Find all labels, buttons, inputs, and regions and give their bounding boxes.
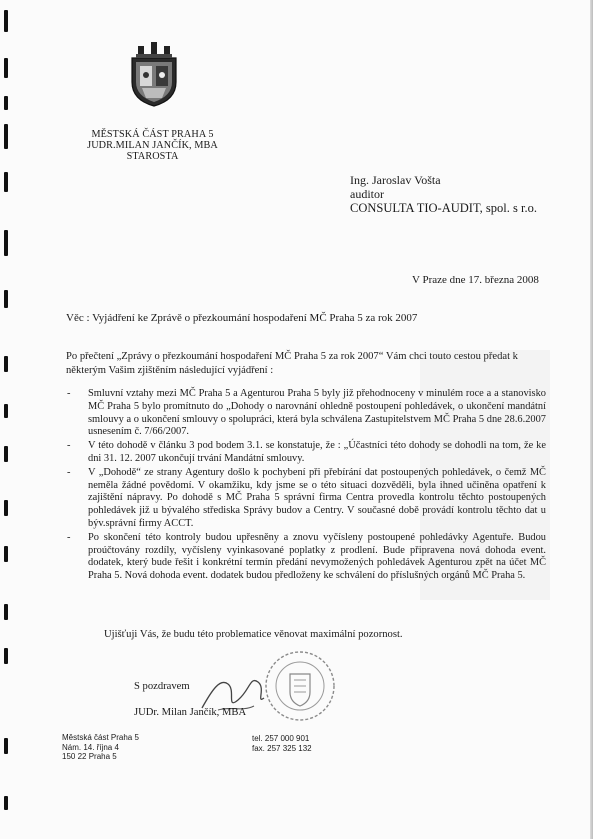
list-item: - V této dohodě v článku 3 pod bodem 3.1. se konstatuje, že : „Účastníci této dohody se dohodli na tom, že ke dni 31. 12. 2007 ukončují trvání Mandátní smlouvy. [88,440,546,466]
scan-smudge [420,350,550,600]
binder-mark [4,500,8,516]
signoff-greeting: S pozdravem [134,681,190,692]
footer-address-line: Nám. 14. října 4 [62,742,119,752]
binder-mark [4,172,8,192]
binder-mark [4,290,8,308]
sender-line: STAROSTA [126,151,179,162]
binder-mark [4,230,8,256]
footer-address-line: Městská část Praha 5 [62,733,139,742]
recipient-company: CONSULTA TIO-AUDIT, spol. s r.o. [350,201,537,215]
binder-mark [4,648,8,664]
binder-mark [4,10,8,32]
coat-of-arms-icon [124,42,184,108]
letter-intro: Po přečtení „Zprávy o přezkoumání hospodaření MČ Praha 5 za rok 2007“ Vám chci touto cestou předat k některým Vašim zjištěním následující vyjádření : [66,351,518,376]
letter-date: V Praze dne 17. března 2008 [412,274,539,286]
binder-mark [4,604,8,620]
binder-mark [4,58,8,78]
recipient-role: auditor [350,187,384,201]
letter-subject: Věc : Vyjádření ke Zprávě o přezkoumání hospodaření MČ Praha 5 za rok 2007 [66,312,418,324]
footer-fax: fax. 257 325 132 [252,743,312,753]
footer-address-line: 150 22 Praha 5 [62,752,117,761]
binder-mark [4,356,8,372]
binder-mark [4,124,8,149]
recipient-name: Ing. Jaroslav Vošta [350,173,441,187]
recipient-block [350,173,537,215]
closing-sentence: Ujišťuji Vás, že budu této problematice věnovat maximální pozornost. [104,629,403,640]
footer-phone: tel. 257 000 901 [252,734,310,743]
binder-mark [4,796,8,810]
list-item: - V „Dohodě“ ze strany Agentury došlo k pochybení při přebírání dat postoupených pohledávek, o čemž MČ neměla žádné povědomí. V okamžiku, kdy jsme se o této situaci dozvěděli, byla ihned učiněna opatření k zajištění nápravy. Po dohodě s MČ Praha 5 správní firma Centra provedla kontrolu těchto postoupených pohledávek již u bývalého střediska Správy budov a Centry. V současné době provádí kontrolu těchto dat u býv.správní firmy ACCT. [88,467,546,531]
binder-mark [4,546,8,562]
signoff-block [134,680,246,719]
footer-contacts [252,734,312,753]
list-item: - Smluvní vztahy mezi MČ Praha 5 a Agenturou Praha 5 byly již přehodnoceny v minulém roce a a stanovisko MČ Praha 5 bylo promítnuto do „Dohody o narovnání ohledně postoupení pohledávek, o ukončení mandátní smlouvy a o ukončení smlouvy o spolupráci, která byla schválena Zastupitelstvem MČ Praha 5 dne 28.6.2007 usnesením č. 7/66/2007. [88,388,546,439]
sender-line: MĚSTSKÁ ČÁST PRAHA 5 [91,129,214,140]
footer-address [62,733,139,762]
list-item: - Po skončení této kontroly budou upřesněny a znovu vyčísleny postoupené pohledávky Agentuře. Budou proúčtovány rozdíly, vyčísleny vyinkasované poplatky z prodlení. Bude připravena nová dohoda event. dodatek, který bude řešit i konkrétní termín předání nevymožených pohledávek Agenturou zpět na účet MČ Praha 5. Nová dohoda event. dodatek budou předloženy ke schválení do příslušných orgánů MČ Praha 5. [88,532,546,583]
signoff-name: JUDr. Milan Jančík, MBA [134,707,247,718]
binder-mark [4,446,8,462]
binder-mark [4,404,8,418]
sender-block [60,129,245,162]
binder-mark [4,96,8,110]
sender-line: JUDR.MILAN JANČÍK, MBA [87,140,218,151]
binder-mark [4,738,8,754]
